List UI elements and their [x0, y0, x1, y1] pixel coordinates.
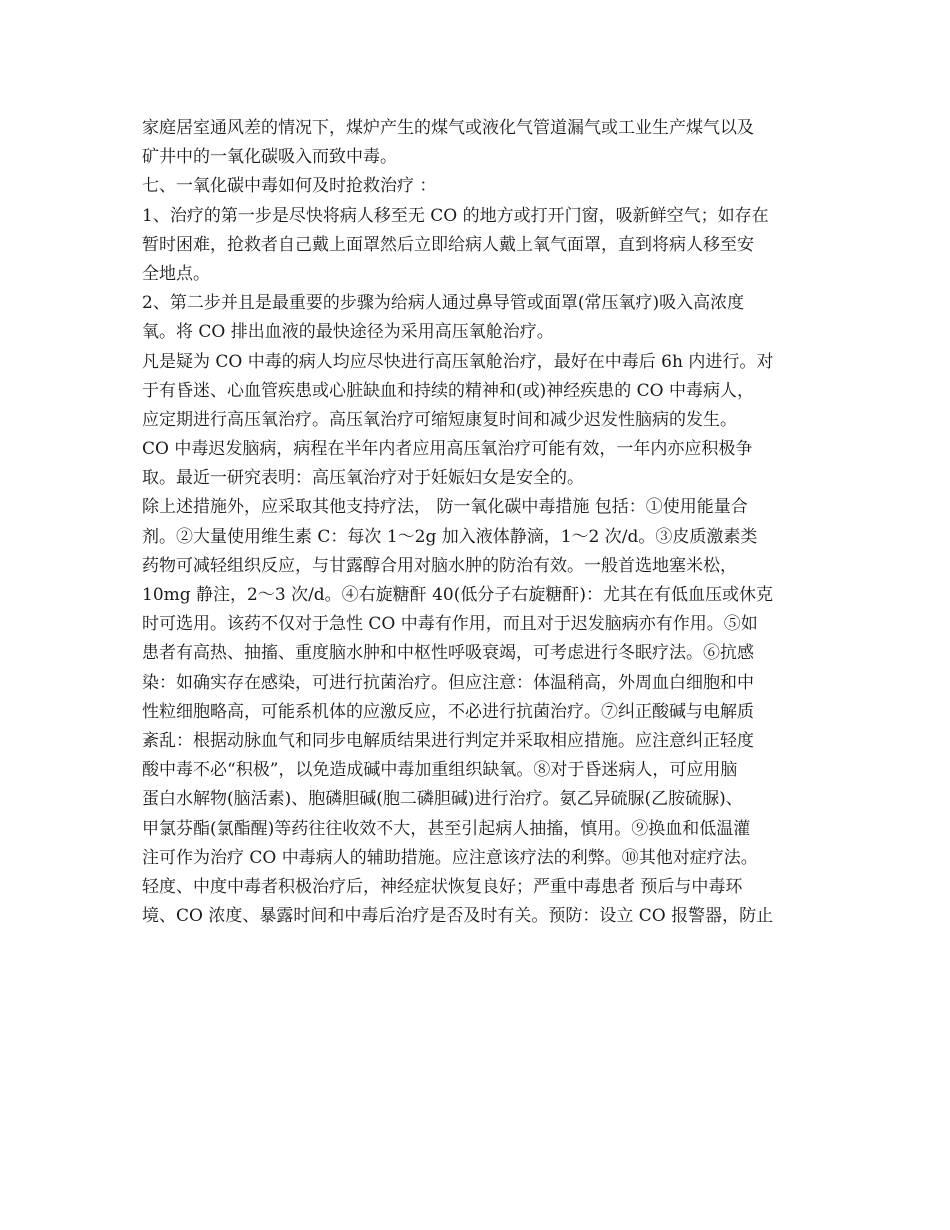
text-line: 10mg 静注，2～3 次/d。④右旋糖酐 40(低分子右旋糖酐)：尤其在有低血压或休克 — [142, 585, 773, 605]
text-line: 家庭居室通风差的情况下，煤炉产生的煤气或液化气管道漏气或工业生产煤气以及 — [142, 118, 754, 138]
text-line: 境、CO 浓度、暴露时间和中毒后治疗是否及时有关。预防：设立 CO 报警器，防止 — [142, 906, 774, 927]
section-heading: 七、一氧化碳中毒如何及时抢救治疗 ： — [142, 176, 437, 197]
text-line: 药物可减轻组织反应，与甘露醇合用对脑水肿的防治有效。一般首选地塞米松， — [142, 555, 737, 576]
text-line: 除上述措施外，应采取其他支持疗法， 防一氧化碳中毒措施 包括：①使用能量合 — [142, 497, 748, 518]
text-line: 全地点。 — [142, 263, 210, 284]
text-line: 甲氯芬酯(氯酯醒)等药往往收效不大，甚至引起病人抽搐，慎用。⑨换血和低温灌 — [142, 818, 751, 839]
text-line: 时可选用。该药不仅对于急性 CO 中毒有作用，而且对于迟发脑病亦有作用。⑤如 — [142, 614, 758, 635]
text-line: 1、治疗的第一步是尽快将病人移至无 CO 的地方或打开门窗，吸新鲜空气；如存在 — [142, 205, 769, 226]
document-body — [142, 114, 832, 931]
text-line: 剂。②大量使用维生素 C：每次 1～2g 加入液体静滴，1～2 次/d。③皮质激素类 — [142, 526, 758, 547]
text-line: CO 中毒迟发脑病，病程在半年内者应用高压氧治疗可能有效，一年内亦应积极争 — [142, 439, 753, 460]
text-line: 注可作为治疗 CO 中毒病人的辅助措施。应注意该疗法的利弊。⑩其他对症疗法。 — [142, 847, 758, 868]
text-line: 患者有高热、抽搐、重度脑水肿和中枢性呼吸衰竭，可考虑进行冬眠疗法。⑥抗感 — [142, 643, 754, 664]
text-line: 酸中毒不必“积极”，以免造成碱中毒加重组织缺氧。⑧对于昏迷病人，可应用脑 — [142, 760, 738, 781]
text-line: 轻度、中度中毒者积极治疗后，神经症状恢复良好；严重中毒患者 预后与中毒环 — [142, 876, 743, 897]
text-line: 紊乱：根据动脉血气和同步电解质结果进行判定并采取相应措施。应注意纠正轻度 — [142, 730, 754, 751]
text-line: 于有昏迷、心血管疾患或心脏缺血和持续的精神和(或)神经疾患的 CO 中毒病人， — [142, 380, 755, 401]
text-line: 性粒细胞略高，可能系机体的应激反应，不必进行抗菌治疗。⑦纠正酸碱与电解质 — [142, 701, 754, 722]
text-line: 氧。将 CO 排出血液的最快途径为采用高压氧舱治疗。 — [142, 322, 554, 343]
text-line: 染：如确实存在感染，可进行抗菌治疗。但应注意：体温稍高，外周血白细胞和中 — [142, 672, 754, 693]
text-line: 2、第二步并且是最重要的步骤为给病人通过鼻导管或面罩(常压氧疗)吸入高浓度 — [142, 293, 745, 314]
text-line: 凡是疑为 CO 中毒的病人均应尽快进行高压氧舱治疗，最好在中毒后 6h 内进行。对 — [142, 351, 774, 372]
text-line: 应定期进行高压氧治疗。高压氧治疗可缩短康复时间和减少迟发性脑病的发生。 — [142, 409, 737, 430]
text-line: 取。最近一研究表明：高压氧治疗对于妊娠妇女是安全的。 — [142, 468, 584, 489]
text-line: 蛋白水解物(脑活素)、胞磷胆碱(胞二磷胆碱)进行治疗。氨乙异硫脲(乙胺硫脲)、 — [142, 789, 743, 810]
text-line: 暂时困难，抢救者自己戴上面罩然后立即给病人戴上氧气面罩，直到将病人移至安 — [142, 234, 754, 255]
text-line: 矿井中的一氧化碳吸入而致中毒。 — [142, 147, 397, 168]
